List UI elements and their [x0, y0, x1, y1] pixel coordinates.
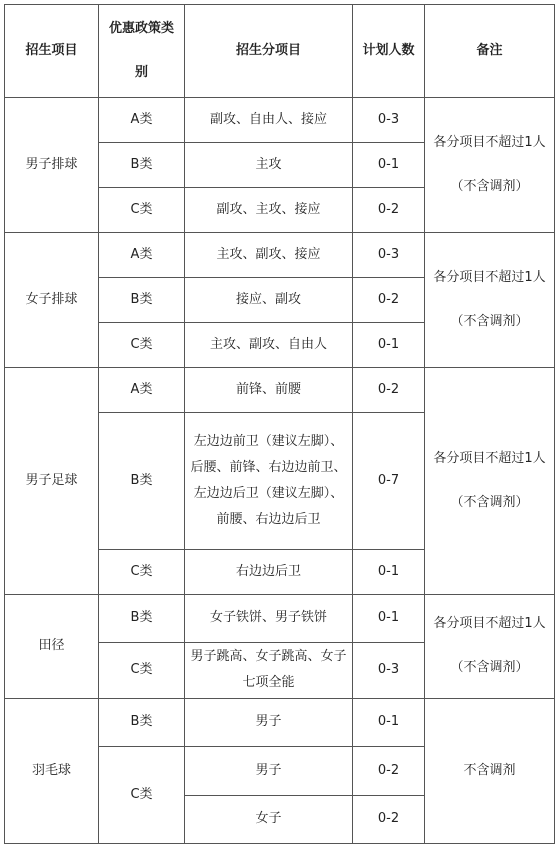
category-cell: B类 — [99, 278, 185, 323]
plan-cell: 0-1 — [353, 323, 425, 368]
project-womens-volleyball: 女子排球 — [5, 233, 99, 368]
plan-cell: 0-1 — [353, 549, 425, 594]
positions-cell: 男子 — [185, 698, 353, 746]
positions-cell: 副攻、主攻、接应 — [185, 188, 353, 233]
header-policy-category: 优惠政策类别 — [99, 5, 185, 98]
category-cell: A类 — [99, 233, 185, 278]
positions-cell: 女子 — [185, 795, 353, 843]
project-track-and-field: 田径 — [5, 594, 99, 698]
project-badminton: 羽毛球 — [5, 698, 99, 843]
table-row — [5, 698, 555, 746]
project-mens-volleyball: 男子排球 — [5, 98, 99, 233]
header-row — [5, 5, 555, 98]
plan-cell: 0-3 — [353, 642, 425, 698]
plan-cell: 0-1 — [353, 698, 425, 746]
remarks-cell: 各分项目不超过1人（不含调剂） — [425, 594, 555, 698]
plan-cell: 0-2 — [353, 795, 425, 843]
category-cell: C类 — [99, 323, 185, 368]
plan-cell: 0-3 — [353, 233, 425, 278]
positions-cell: 男子跳高、女子跳高、女子七项全能 — [185, 642, 353, 698]
plan-cell: 0-2 — [353, 278, 425, 323]
positions-cell: 接应、副攻 — [185, 278, 353, 323]
positions-cell: 男子 — [185, 746, 353, 795]
category-cell: A类 — [99, 368, 185, 413]
category-cell: C类 — [99, 642, 185, 698]
category-cell: C类 — [99, 549, 185, 594]
plan-cell: 0-1 — [353, 143, 425, 188]
table-row — [5, 233, 555, 278]
header-plan-count: 计划人数 — [353, 5, 425, 98]
remarks-cell: 各分项目不超过1人（不含调剂） — [425, 368, 555, 594]
positions-cell: 左边边前卫（建议左脚）、后腰、前锋、右边边前卫、左边边后卫（建议左脚）、前腰、右边边后卫 — [185, 413, 353, 549]
category-cell: C类 — [99, 746, 185, 843]
category-cell: B类 — [99, 413, 185, 549]
header-remarks: 备注 — [425, 5, 555, 98]
category-cell: A类 — [99, 98, 185, 143]
positions-cell: 右边边后卫 — [185, 549, 353, 594]
positions-cell: 前锋、前腰 — [185, 368, 353, 413]
plan-cell: 0-7 — [353, 413, 425, 549]
plan-cell: 0-2 — [353, 188, 425, 233]
category-cell: B类 — [99, 698, 185, 746]
remarks-cell: 各分项目不超过1人（不含调剂） — [425, 233, 555, 368]
remarks-cell: 各分项目不超过1人（不含调剂） — [425, 98, 555, 233]
plan-cell: 0-2 — [353, 368, 425, 413]
positions-cell: 主攻 — [185, 143, 353, 188]
admissions-table — [4, 4, 555, 844]
table-row — [5, 594, 555, 642]
positions-cell: 女子铁饼、男子铁饼 — [185, 594, 353, 642]
category-cell: C类 — [99, 188, 185, 233]
positions-cell: 主攻、副攻、接应 — [185, 233, 353, 278]
header-sub-project: 招生分项目 — [185, 5, 353, 98]
positions-cell: 副攻、自由人、接应 — [185, 98, 353, 143]
plan-cell: 0-2 — [353, 746, 425, 795]
remarks-cell: 不含调剂 — [425, 698, 555, 843]
table-row — [5, 98, 555, 143]
header-project: 招生项目 — [5, 5, 99, 98]
table-row — [5, 368, 555, 413]
plan-cell: 0-1 — [353, 594, 425, 642]
project-mens-football: 男子足球 — [5, 368, 99, 594]
category-cell: B类 — [99, 143, 185, 188]
positions-cell: 主攻、副攻、自由人 — [185, 323, 353, 368]
category-cell: B类 — [99, 594, 185, 642]
plan-cell: 0-3 — [353, 98, 425, 143]
